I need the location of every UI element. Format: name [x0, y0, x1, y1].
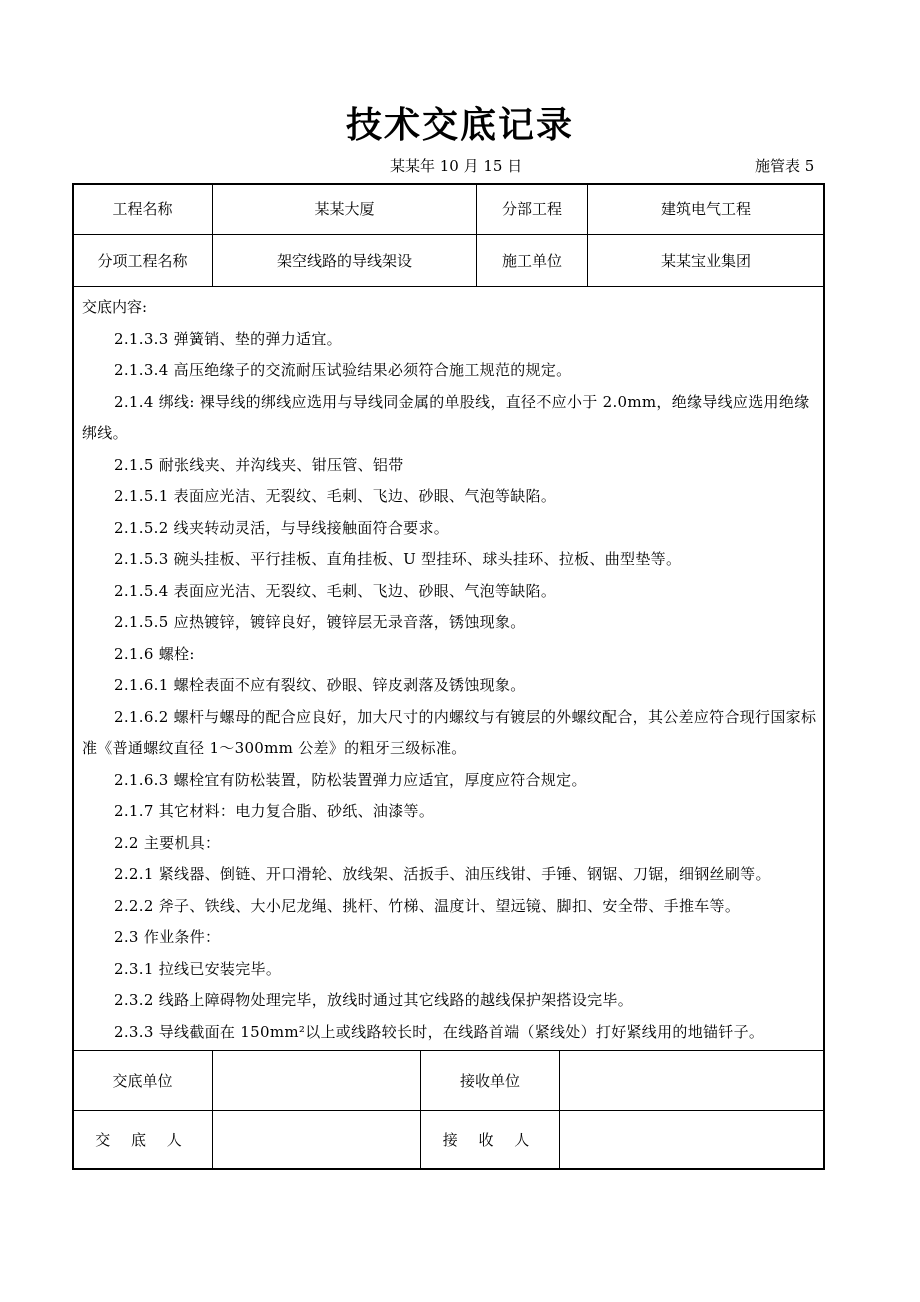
content-line: 2.1.6.1 螺栓表面不应有裂纹、砂眼、锌皮剥落及锈蚀现象。 [114, 676, 526, 694]
content-line: 2.3.2 线路上障碍物处理完毕，放线时通过其它线路的越线保护架搭设完毕。 [114, 991, 634, 1009]
content-line: 2.2.1 紧线器、倒链、开口滑轮、放线架、活扳手、油压线钳、手锤、钢锯、刀锯，细钢丝刷等。 [114, 865, 771, 883]
content-line: 2.1.5.5 应热镀锌，镀锌良好，镀锌层无录音落，锈蚀现象。 [114, 613, 526, 631]
issuer-unit-field[interactable] [213, 1051, 420, 1110]
division-label: 分部工程 [501, 200, 562, 218]
receiver-unit-field[interactable] [560, 1051, 824, 1110]
disclosure-content [82, 292, 817, 1048]
division-value: 建筑电气工程 [660, 200, 751, 218]
content-heading: 交底内容: [82, 298, 148, 316]
content-line: 2.3 作业条件： [114, 928, 221, 946]
content-line: 2.1.3.4 高压绝缘子的交流耐压试验结果必须符合施工规范的规定。 [114, 361, 572, 379]
content-line: 2.1.5 耐张线夹、并沟线夹、钳压管、铝带 [114, 455, 404, 474]
row-divider [73, 286, 824, 287]
content-line: 2.2.2 斧子、铁线、大小尼龙绳、挑杆、竹梯、温度计、望远镜、脚扣、安全带、手推车等。 [114, 896, 741, 915]
content-line: 2.2 主要机具： [114, 833, 221, 852]
contractor-label: 施工单位 [501, 251, 562, 270]
record-date: 某某年 10 月 15 日 [390, 157, 523, 175]
content-line: 2.3.1 拉线已安装完毕。 [114, 959, 282, 978]
page-title: 技术交底记录 [345, 105, 574, 146]
receiver-unit-label: 接收单位 [459, 1071, 520, 1090]
content-line: 2.1.5.1 表面应光洁、无裂纹、毛刺、飞边、砂眼、气泡等缺陷。 [114, 487, 557, 505]
contractor-value: 某某宝业集团 [660, 251, 751, 270]
content-line: 2.1.6.2 螺杆与螺母的配合应良好，加大尺寸的内螺纹与有镀层的外螺纹配合，其公差应符合现行国家标准《普通螺纹直径 1～300mm 公差》的粗牙三级标准。 [82, 707, 817, 757]
subitem-label: 分项工程名称 [97, 251, 188, 270]
project-name-label: 工程名称 [112, 200, 173, 218]
content-line: 2.1.5.2 线夹转动灵活，与导线接触面符合要求。 [114, 518, 450, 537]
subitem-value: 架空线路的导线架设 [276, 251, 412, 270]
issuer-person-field[interactable] [213, 1111, 420, 1169]
issuer-unit-label: 交底单位 [112, 1071, 173, 1090]
issuer-person-label: 交 底 人 [95, 1131, 190, 1149]
project-name-value: 某某大厦 [314, 200, 375, 218]
content-line: 2.1.4 绑线: 裸导线的绑线应选用与导线同金属的单股线，直径不应小于 2.0mm，绝缘导线应选用绝缘绑线。 [82, 392, 810, 442]
content-line: 2.1.7 其它材料：电力复合脂、砂纸、油漆等。 [114, 802, 435, 820]
content-line: 2.1.5.4 表面应光洁、无裂纹、毛刺、飞边、砂眼、气泡等缺陷。 [114, 581, 557, 600]
content-line: 2.1.3.3 弹簧销、垫的弹力适宜。 [114, 329, 342, 348]
form-number: 施管表 5 [755, 157, 815, 175]
receiver-person-label: 接 收 人 [442, 1131, 538, 1149]
content-line: 2.3.3 导线截面在 150mm²以上或线路较长时，在线路首端（紧线处）打好紧线用的地锚钎子。 [114, 1022, 765, 1041]
content-line: 2.1.6 螺栓: [114, 644, 195, 663]
receiver-person-field[interactable] [560, 1111, 824, 1169]
content-line: 2.1.5.3 碗头挂板、平行挂板、直角挂板、U 型挂环、球头挂环、拉板、曲型垫等。 [114, 550, 682, 568]
content-line: 2.1.6.3 螺栓宜有防松装置，防松装置弹力应适宜，厚度应符合规定。 [114, 770, 587, 789]
